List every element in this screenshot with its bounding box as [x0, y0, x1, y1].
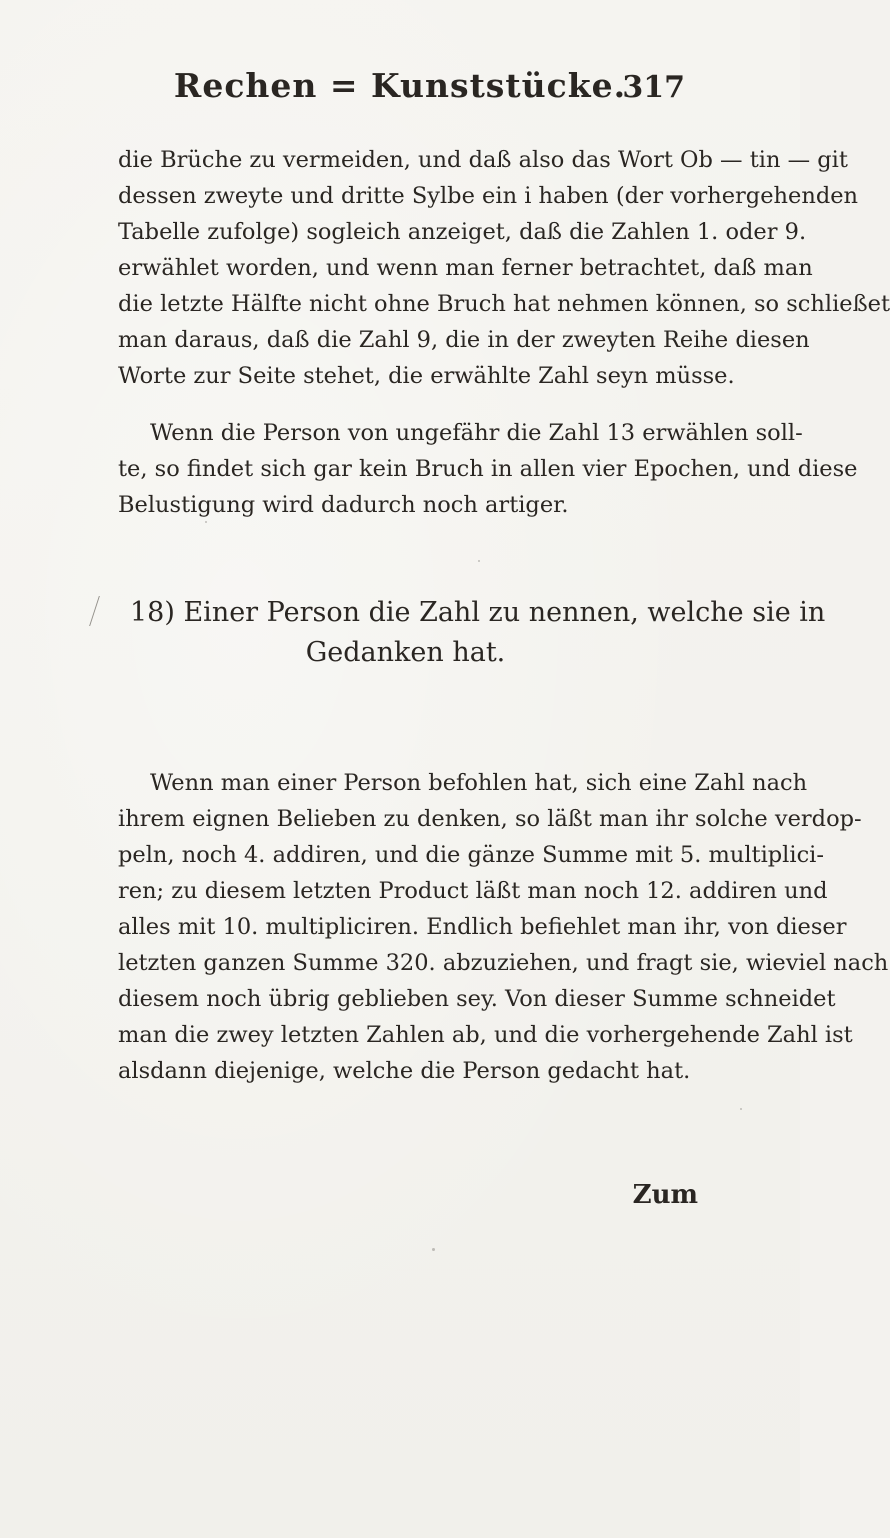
section-heading-line-1: 18) Einer Person die Zahl zu nennen, welche sie in	[130, 597, 826, 628]
text-line: peln, noch 4. addiren, und die gänze Summe mit 5. multiplici-	[118, 842, 824, 868]
paper-speck	[205, 521, 207, 523]
running-head	[0, 66, 800, 116]
text-line: die letzte Hälfte nicht ohne Bruch hat nehmen können, so schließet	[118, 291, 890, 317]
section-heading	[118, 593, 826, 673]
text-line: Tabelle zufolge) sogleich anzeiget, daß die Zahlen 1. oder 9.	[118, 219, 807, 245]
text-line: ren; zu diesem letzten Product läßt man noch 12. addiren und	[118, 878, 828, 904]
paper-speck	[478, 560, 480, 562]
text-line: diesem noch übrig geblieben sey. Von dieser Summe schneidet	[118, 986, 836, 1012]
paragraph	[118, 765, 889, 1089]
paper-speck	[432, 1248, 435, 1251]
running-title: Rechen = Kunststücke.	[173, 66, 627, 105]
paragraph-continued	[118, 142, 890, 394]
text-line: man die zwey letzten Zahlen ab, und die vorhergehende Zahl ist	[118, 1022, 853, 1048]
text-line: erwählet worden, und wenn man ferner betrachtet, daß man	[118, 255, 813, 281]
page-number: 317	[622, 70, 685, 105]
paragraph	[118, 415, 858, 523]
text-line: alsdann diejenige, welche die Person gedacht hat.	[118, 1058, 691, 1084]
text-line: die Brüche zu vermeiden, und daß also das Wort Ob — tin — git	[118, 147, 848, 173]
text-line: dessen zweyte und dritte Sylbe ein i haben (der vorhergehenden	[118, 183, 859, 209]
text-line: letzten ganzen Summe 320. abzuziehen, und fragt sie, wieviel nach	[118, 950, 889, 976]
text-line: Belustigung wird dadurch noch artiger.	[118, 492, 569, 518]
text-line: Worte zur Seite stehet, die erwählte Zahl seyn müsse.	[118, 363, 735, 389]
section-heading-line-2: Gedanken hat.	[305, 637, 506, 668]
paper-speck	[740, 1108, 742, 1110]
text-line: Wenn man einer Person befohlen hat, sich eine Zahl nach	[150, 770, 808, 796]
text-line: man daraus, daß die Zahl 9, die in der zweyten Reihe diesen	[118, 327, 810, 353]
text-line: Wenn die Person von ungefähr die Zahl 13 erwählen soll-	[150, 420, 803, 446]
text-line: te, so findet sich gar kein Bruch in allen vier Epochen, und diese	[118, 456, 858, 482]
catchword: Zum	[632, 1180, 698, 1210]
text-line: ihrem eignen Belieben zu denken, so läßt man ihr solche verdop-	[118, 806, 862, 832]
margin-mark	[89, 596, 110, 626]
text-line: alles mit 10. multipliciren. Endlich befiehlet man ihr, von dieser	[118, 914, 847, 940]
